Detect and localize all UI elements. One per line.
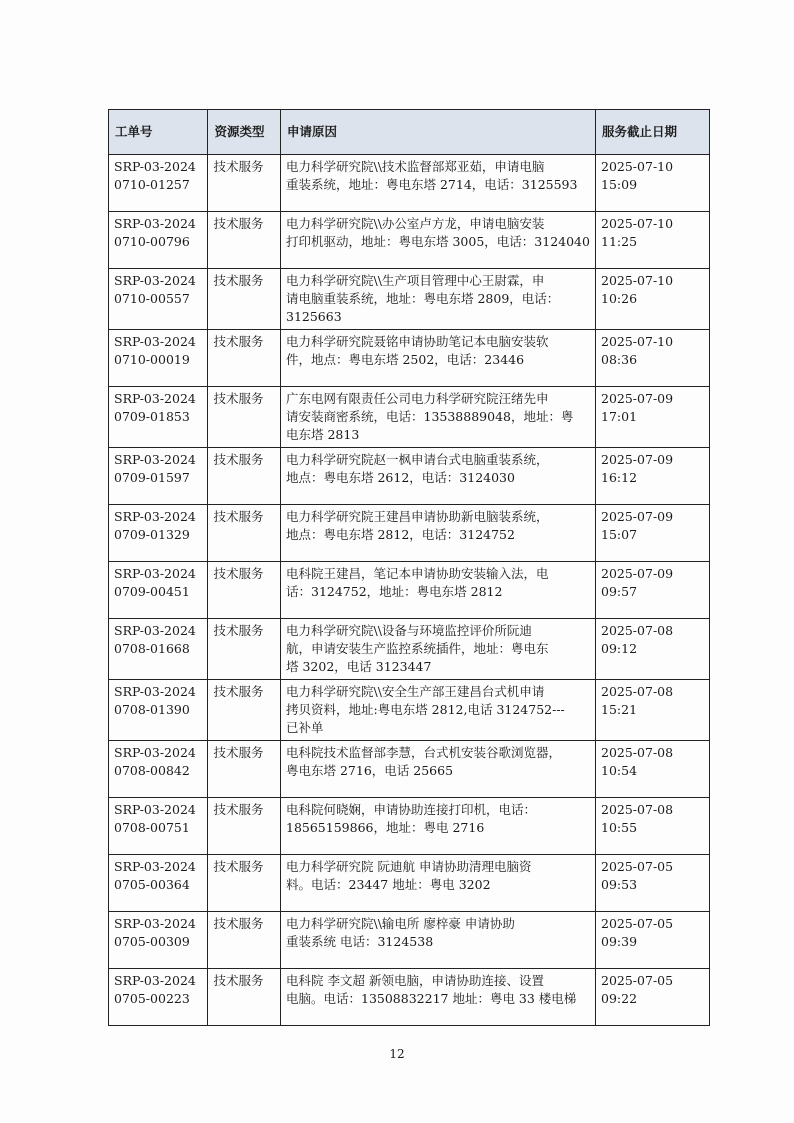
ticket-id-cell	[109, 798, 208, 855]
reason-cell	[281, 212, 596, 269]
reason-cell-text: 电科院何晓娴，申请协助连接打印机，电话： 18565159866，地址：粤电 2716	[286, 802, 537, 835]
resource-type-cell	[208, 505, 281, 562]
reason-cell	[281, 969, 596, 1026]
ticket-id-cell-text: SRP-03-2024 0708-00751	[114, 802, 196, 835]
resource-type-cell	[208, 387, 281, 448]
ticket-id-cell	[109, 330, 208, 387]
ticket-id-cell-text: SRP-03-2024 0709-01597	[114, 452, 196, 485]
deadline-cell	[596, 505, 710, 562]
deadline-cell	[596, 855, 710, 912]
header-ticket-id: 工单号	[109, 110, 208, 155]
reason-cell	[281, 505, 596, 562]
ticket-id-cell-text: SRP-03-2024 0710-00557	[114, 273, 196, 306]
resource-type-cell	[208, 619, 281, 680]
table-row	[109, 562, 710, 619]
resource-type-cell-text: 技术服务	[213, 334, 264, 349]
deadline-cell-text: 2025-07-09 16:12	[601, 452, 674, 485]
reason-cell-text: 电科院王建昌，笔记本申请协助安装输入法，电 话：3124752，地址：粤电东塔 2812	[286, 566, 549, 599]
table-row	[109, 619, 710, 680]
reason-cell	[281, 562, 596, 619]
ticket-id-cell	[109, 680, 208, 741]
reason-cell-text: 电科院 李文超 新领电脑，申请协助连接、设置 电脑。电话：13508832217 地址：粤电 33 楼电梯	[286, 973, 577, 1006]
ticket-id-cell-text: SRP-03-2024 0709-01853	[114, 391, 196, 424]
reason-cell-text: 电力科学研究院\\设备与环境监控评价所阮迪 航，申请安装生产监控系统插件，地址：粤电东 塔 3202，电话 3123447	[286, 623, 549, 674]
deadline-cell	[596, 387, 710, 448]
resource-type-cell-text: 技术服务	[213, 684, 264, 699]
reason-cell	[281, 680, 596, 741]
ticket-id-cell-text: SRP-03-2024 0705-00309	[114, 916, 196, 949]
deadline-cell	[596, 912, 710, 969]
reason-cell	[281, 912, 596, 969]
reason-cell	[281, 269, 596, 330]
resource-type-cell-text: 技术服务	[213, 916, 264, 931]
header-deadline: 服务截止日期	[596, 110, 710, 155]
deadline-cell-text: 2025-07-10 08:36	[601, 334, 674, 367]
resource-type-cell-text: 技术服务	[213, 745, 264, 760]
deadline-cell	[596, 155, 710, 212]
reason-cell	[281, 448, 596, 505]
reason-cell	[281, 387, 596, 448]
table-row	[109, 448, 710, 505]
reason-cell	[281, 741, 596, 798]
ticket-id-cell-text: SRP-03-2024 0708-01390	[114, 684, 196, 717]
ticket-id-cell-text: SRP-03-2024 0708-01668	[114, 623, 196, 656]
resource-type-cell	[208, 912, 281, 969]
ticket-id-cell	[109, 212, 208, 269]
reason-cell-text: 电力科学研究院\\输电所 廖梓豪 申请协助 重装系统 电话：3124538	[286, 916, 515, 949]
deadline-cell-text: 2025-07-10 11:25	[601, 216, 674, 249]
reason-cell	[281, 155, 596, 212]
ticket-id-cell	[109, 855, 208, 912]
reason-cell-text: 电力科学研究院\\技术监督部郑亚茹，申请电脑 重装系统，地址：粤电东塔 2714，电话：3125593	[286, 159, 578, 192]
resource-type-cell-text: 技术服务	[213, 623, 264, 638]
deadline-cell-text: 2025-07-08 10:55	[601, 802, 674, 835]
reason-cell-text: 电力科学研究院\\安全生产部王建昌台式机申请 拷贝资料，地址:粤电东塔 2812,电话 3124752--- 已补单	[286, 684, 565, 735]
table-row	[109, 269, 710, 330]
reason-cell-text: 电力科学研究院王建昌申请协助新电脑装系统， 地点：粤电东塔 2812，电话：3124752	[286, 509, 549, 542]
table-row	[109, 387, 710, 448]
resource-type-cell-text: 技术服务	[213, 273, 264, 288]
reason-cell	[281, 855, 596, 912]
resource-type-cell-text: 技术服务	[213, 216, 264, 231]
resource-type-cell-text: 技术服务	[213, 859, 264, 874]
service-ticket-table	[108, 109, 710, 1026]
resource-type-cell	[208, 680, 281, 741]
deadline-cell	[596, 969, 710, 1026]
resource-type-cell-text: 技术服务	[213, 802, 264, 817]
resource-type-cell-text: 技术服务	[213, 391, 264, 406]
deadline-cell-text: 2025-07-08 09:12	[601, 623, 674, 656]
deadline-cell	[596, 448, 710, 505]
reason-cell-text: 电力科学研究院\\生产项目管理中心王尉霖，申 请电脑重装系统，地址：粤电东塔 2809，电话： 3125663	[286, 273, 560, 324]
deadline-cell	[596, 562, 710, 619]
deadline-cell-text: 2025-07-05 09:39	[601, 916, 674, 949]
page-number: 12	[389, 1047, 405, 1061]
resource-type-cell	[208, 330, 281, 387]
resource-type-cell-text: 技术服务	[213, 509, 264, 524]
header-reason: 申请原因	[281, 110, 596, 155]
ticket-id-cell	[109, 741, 208, 798]
resource-type-cell-text: 技术服务	[213, 159, 264, 174]
deadline-cell	[596, 680, 710, 741]
resource-type-cell	[208, 269, 281, 330]
resource-type-cell	[208, 155, 281, 212]
table-row	[109, 741, 710, 798]
deadline-cell-text: 2025-07-09 15:07	[601, 509, 674, 542]
deadline-cell	[596, 212, 710, 269]
table-row	[109, 155, 710, 212]
deadline-cell	[596, 619, 710, 680]
table-row	[109, 330, 710, 387]
ticket-id-cell	[109, 505, 208, 562]
reason-cell	[281, 619, 596, 680]
ticket-id-cell	[109, 387, 208, 448]
deadline-cell-text: 2025-07-08 10:54	[601, 745, 674, 778]
resource-type-cell	[208, 741, 281, 798]
deadline-cell-text: 2025-07-10 15:09	[601, 159, 674, 192]
deadline-cell	[596, 269, 710, 330]
deadline-cell-text: 2025-07-09 09:57	[601, 566, 674, 599]
reason-cell-text: 电力科学研究院\\办公室卢方龙，申请电脑安装 打印机驱动，地址：粤电东塔 3005，电话：3124040	[286, 216, 590, 249]
table-row	[109, 912, 710, 969]
deadline-cell-text: 2025-07-10 10:26	[601, 273, 674, 306]
ticket-id-cell-text: SRP-03-2024 0705-00364	[114, 859, 196, 892]
ticket-id-cell	[109, 562, 208, 619]
table-row	[109, 969, 710, 1026]
ticket-id-cell-text: SRP-03-2024 0709-00451	[114, 566, 196, 599]
ticket-id-cell-text: SRP-03-2024 0710-00796	[114, 216, 196, 249]
table-row	[109, 680, 710, 741]
table-row	[109, 505, 710, 562]
resource-type-cell	[208, 562, 281, 619]
resource-type-cell-text: 技术服务	[213, 973, 264, 988]
ticket-id-cell	[109, 912, 208, 969]
ticket-id-cell-text: SRP-03-2024 0710-00019	[114, 334, 196, 367]
ticket-id-cell-text: SRP-03-2024 0705-00223	[114, 973, 196, 1006]
reason-cell-text: 电力科学研究院 阮迪航 申请协助清理电脑资 料。电话：23447 地址：粤电 3202	[286, 859, 532, 892]
deadline-cell-text: 2025-07-05 09:53	[601, 859, 674, 892]
ticket-id-cell	[109, 969, 208, 1026]
resource-type-cell	[208, 448, 281, 505]
deadline-cell	[596, 798, 710, 855]
deadline-cell-text: 2025-07-09 17:01	[601, 391, 674, 424]
resource-type-cell	[208, 798, 281, 855]
ticket-id-cell-text: SRP-03-2024 0709-01329	[114, 509, 196, 542]
deadline-cell	[596, 741, 710, 798]
ticket-id-cell-text: SRP-03-2024 0710-01257	[114, 159, 196, 192]
deadline-cell-text: 2025-07-05 09:22	[601, 973, 674, 1006]
table-row	[109, 212, 710, 269]
ticket-id-cell	[109, 269, 208, 330]
header-resource-type: 资源类型	[208, 110, 281, 155]
reason-cell-text: 电力科学研究院赵一枫申请台式电脑重装系统， 地点：粤电东塔 2612，电话：3124030	[286, 452, 549, 485]
reason-cell	[281, 798, 596, 855]
deadline-cell	[596, 330, 710, 387]
table-row	[109, 798, 710, 855]
ticket-id-cell	[109, 448, 208, 505]
ticket-id-cell-text: SRP-03-2024 0708-00842	[114, 745, 196, 778]
ticket-id-cell	[109, 619, 208, 680]
resource-type-cell	[208, 212, 281, 269]
resource-type-cell-text: 技术服务	[213, 566, 264, 581]
reason-cell-text: 电科院技术监督部李慧，台式机安装谷歌浏览器， 粤电东塔 2716，电话 25665	[286, 745, 562, 778]
reason-cell-text: 电力科学研究院聂铭申请协助笔记本电脑安装软 件，地点：粤电东塔 2502，电话：23446	[286, 334, 549, 367]
resource-type-cell	[208, 969, 281, 1026]
resource-type-cell	[208, 855, 281, 912]
reason-cell	[281, 330, 596, 387]
table-body	[109, 155, 710, 1026]
table-row	[109, 855, 710, 912]
resource-type-cell-text: 技术服务	[213, 452, 264, 467]
deadline-cell-text: 2025-07-08 15:21	[601, 684, 674, 717]
ticket-id-cell	[109, 155, 208, 212]
table-header-row	[109, 110, 710, 155]
reason-cell-text: 广东电网有限责任公司电力科学研究院汪绪先申 请安装商密系统，电话：13538889048，地址：粤 电东塔 2813	[286, 391, 574, 442]
